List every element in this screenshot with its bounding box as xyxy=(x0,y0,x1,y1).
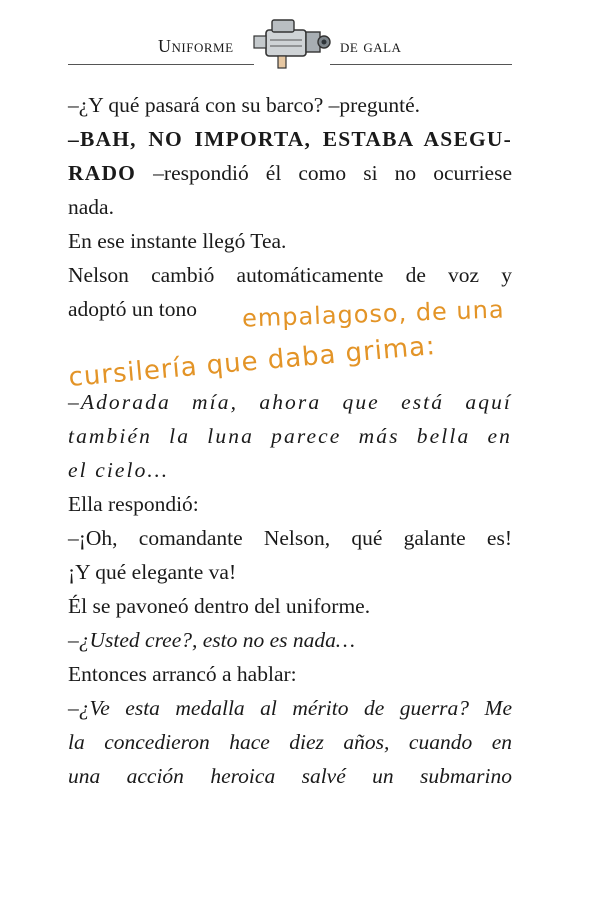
bold-word: RADO xyxy=(68,161,137,185)
body-text xyxy=(68,88,512,793)
text-line: ¡Y qué elegante va! xyxy=(68,560,237,584)
text-line: nada. xyxy=(68,195,114,219)
text-line: el cielo… xyxy=(68,458,169,482)
text-line: Ella respondió: xyxy=(68,492,199,516)
text-span: –respondió él como si no ocurriese xyxy=(136,161,512,185)
page-header xyxy=(0,0,600,80)
text-line: –¿Y qué pasará con su barco? –pregunté. xyxy=(68,93,421,117)
text-line: también la luna parece más bella en xyxy=(68,424,512,448)
text-line: adoptó un tono xyxy=(68,297,197,321)
text-line: –¡Oh, comandante Nelson, qué galante es! xyxy=(68,526,512,550)
text-line: Él se pavoneó dentro del uniforme. xyxy=(68,594,371,618)
text-line: una acción heroica salvé un submarino xyxy=(68,764,512,788)
header-rule-right xyxy=(330,64,512,65)
text-line: En ese instante llegó Tea. xyxy=(68,229,287,253)
video-camera-icon xyxy=(252,12,332,74)
handwritten-text: cursilería que daba grima: xyxy=(67,331,437,393)
text-line: –BAH, NO IMPORTA, ESTABA ASEGU- xyxy=(68,127,512,151)
text-line xyxy=(68,156,512,190)
text-line: –Adorada mía, ahora que está aquí xyxy=(68,390,512,414)
text-line: Nelson cambió automáticamente de voz y xyxy=(68,263,512,287)
text-line: la concedieron hace diez años, cuando en xyxy=(68,730,512,754)
handwritten-text: empalagoso, de una xyxy=(241,295,506,333)
text-line: –¿Usted cree?, esto no es nada… xyxy=(68,628,356,652)
text-line: –¿Ve esta medalla al mérito de guerra? Me xyxy=(68,696,512,720)
text-line: Entonces arrancó a hablar: xyxy=(68,662,297,686)
running-title-right: de gala xyxy=(340,36,402,56)
header-rule-left xyxy=(68,64,254,65)
running-title-left: Uniforme xyxy=(158,36,234,56)
